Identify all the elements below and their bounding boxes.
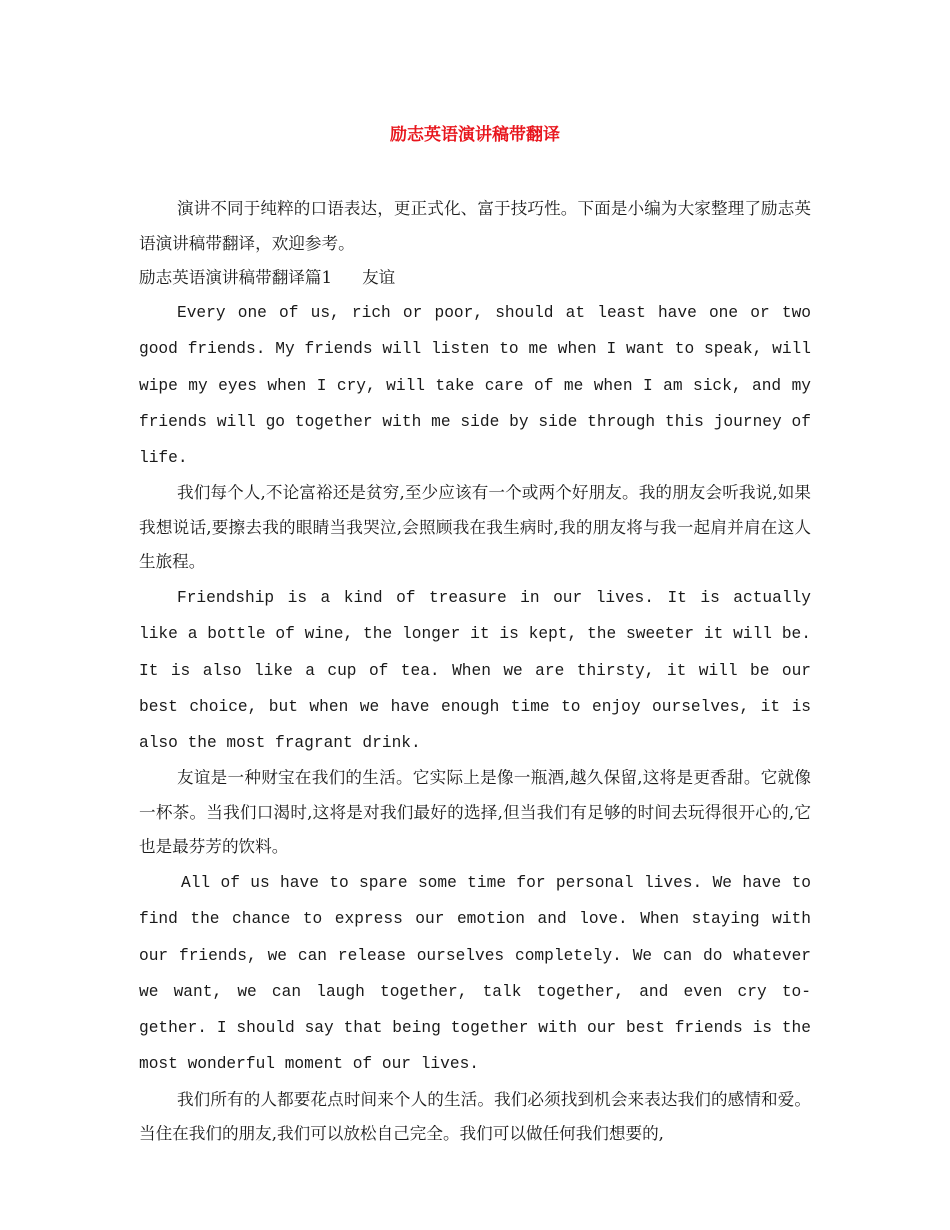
english-paragraph-1: Every one of us, rich or poor, should at least have one or two good friends. My friends will listen to me when I want to speak, will wipe my eyes when I cry, will take care of me when I am sick, and my friends will go together with me side by side through this journey of life. [139, 304, 811, 468]
document-content [139, 118, 811, 1152]
english-paragraph-3: All of us have to spare some time for personal lives. We have to find the chance to express our emotion and love. When staying with our friends, we can release ourselves completely. We can do whatever we want, we can laugh together, talk together, and even cry to-gether. I should say that being together with our best friends is the most wonderful moment of our lives. [139, 873, 811, 1074]
section-heading [139, 261, 811, 295]
document-title: 励志英语演讲稿带翻译 [390, 125, 560, 145]
chinese-paragraph-1: 我们每个人,不论富裕还是贫穷,至少应该有一个或两个好朋友。我的朋友会听我说,如果我想说话,要擦去我的眼睛当我哭泣,会照顾我在我生病时,我的朋友将与我一起肩并肩在这人生旅程。 [139, 483, 811, 572]
chinese-paragraph-2: 友谊是一种财宝在我们的生活。它实际上是像一瓶酒,越久保留,这将是更香甜。它就像一杯茶。当我们口渴时,这将是对我们最好的选择,但当我们有足够的时间去玩得很开心的,它也是最芬芳的饮料。 [139, 768, 811, 857]
section-heading-text: 励志英语演讲稿带翻译篇1 [139, 268, 333, 287]
english-paragraph-2: Friendship is a kind of treasure in our lives. It is actually like a bottle of wine, the longer it is kept, the sweeter it will be. It is also like a cup of tea. When we are thirsty, it will be our best choice, but when we have enough time to enjoy ourselves, it is also the most fragrant drink. [139, 588, 811, 753]
intro-paragraph: 演讲不同于纯粹的口语表达，更正式化、富于技巧性。下面是小编为大家整理了励志英语演讲稿带翻译，欢迎参考。 [139, 199, 811, 253]
chinese-paragraph-3: 我们所有的人都要花点时间来个人的生活。我们必须找到机会来表达我们的感情和爱。当住在我们的朋友,我们可以放松自己完全。我们可以做任何我们想要的, [139, 1089, 811, 1144]
section-subtitle: 友谊 [362, 268, 396, 287]
